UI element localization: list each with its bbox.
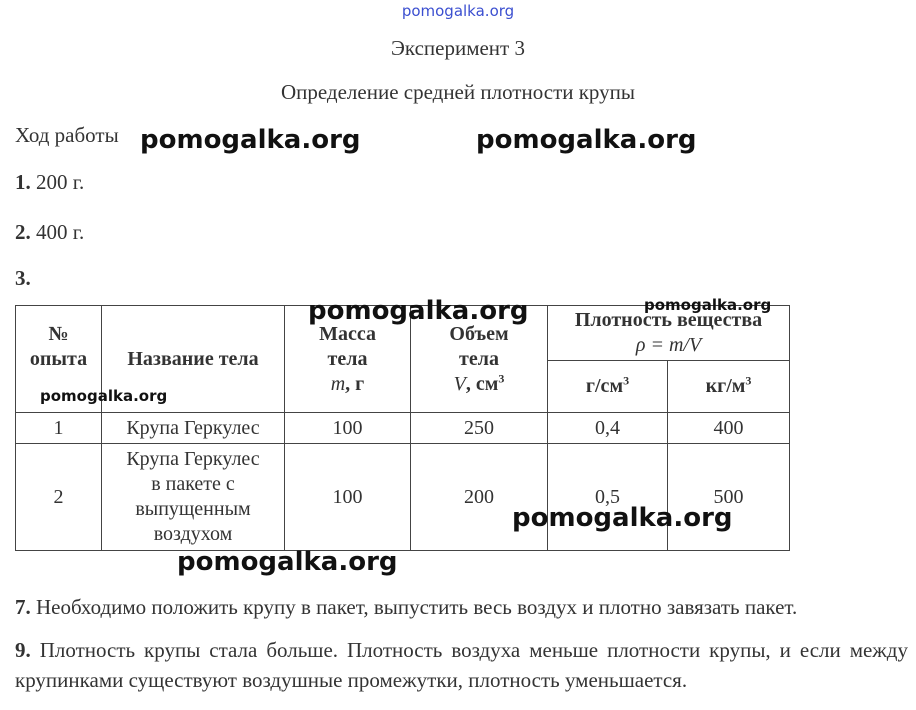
cell-num: 1 bbox=[16, 413, 102, 444]
cell-density-kg: 400 bbox=[668, 413, 790, 444]
site-label-top[interactable]: pomogalka.org bbox=[401, 2, 515, 20]
cell-mass: 100 bbox=[285, 413, 411, 444]
cell-name: Крупа Геркулес в пакете с выпущенным воздухом bbox=[102, 444, 285, 551]
answer-7-text: Необходимо положить крупу в пакет, выпустить весь воздух и плотно завязать пакет. bbox=[30, 595, 798, 619]
watermark: pomogalka.org bbox=[476, 125, 697, 155]
header-volume: Объем тела V, $см^3$ bbox=[411, 306, 548, 413]
answer-9 bbox=[15, 635, 908, 695]
step-1-text: 200 г. bbox=[30, 170, 85, 194]
work-heading: Ход работы bbox=[15, 123, 119, 147]
answer-9-number: 9. bbox=[15, 638, 31, 662]
answer-9-text: Плотность крупы стала больше. Плотность воздуха меньше плотности крупы, и если между крупинками существуют воздушные промежутки, плотность уменьшается. bbox=[15, 638, 908, 692]
cell-volume: 200 bbox=[411, 444, 548, 551]
step-2-number: 2. bbox=[15, 220, 31, 244]
cell-density-g: 0,4 bbox=[548, 413, 668, 444]
step-2 bbox=[15, 220, 84, 245]
cell-num: 2 bbox=[16, 444, 102, 551]
header-density: Плотность вещества ρ = m/V bbox=[548, 306, 790, 361]
answer-7-number: 7. bbox=[15, 595, 31, 619]
watermark: pomogalka.org bbox=[177, 547, 398, 577]
header-unit-g-cm3: $г/см^3$ bbox=[548, 361, 668, 413]
header-name: Название тела bbox=[102, 306, 285, 413]
table-row bbox=[16, 413, 790, 444]
cell-volume: 250 bbox=[411, 413, 548, 444]
header-num: № опыта bbox=[16, 306, 102, 413]
cell-name: Крупа Геркулес bbox=[102, 413, 285, 444]
step-1-number: 1. bbox=[15, 170, 31, 194]
watermark: pomogalka.org bbox=[308, 296, 529, 326]
header-mass: Масса тела m, г bbox=[285, 306, 411, 413]
experiment-title: Эксперимент 3 bbox=[391, 36, 525, 60]
experiment-subtitle: Определение средней плотности крупы bbox=[280, 80, 636, 104]
watermark: pomogalka.org bbox=[140, 125, 361, 155]
watermark: pomogalka.org bbox=[644, 296, 772, 314]
answer-7 bbox=[15, 595, 908, 620]
watermark: pomogalka.org bbox=[512, 503, 733, 533]
step-3-number: 3. bbox=[15, 266, 31, 290]
step-2-text: 400 г. bbox=[30, 220, 85, 244]
header-unit-kg-m3: $кг/м^3$ bbox=[668, 361, 790, 413]
cell-density-g: 0,5 bbox=[548, 444, 668, 551]
step-3 bbox=[15, 266, 31, 291]
cell-mass: 100 bbox=[285, 444, 411, 551]
step-1 bbox=[15, 170, 84, 195]
watermark: pomogalka.org bbox=[40, 387, 168, 405]
cell-density-kg: 500 bbox=[668, 444, 790, 551]
table-row bbox=[16, 444, 790, 551]
